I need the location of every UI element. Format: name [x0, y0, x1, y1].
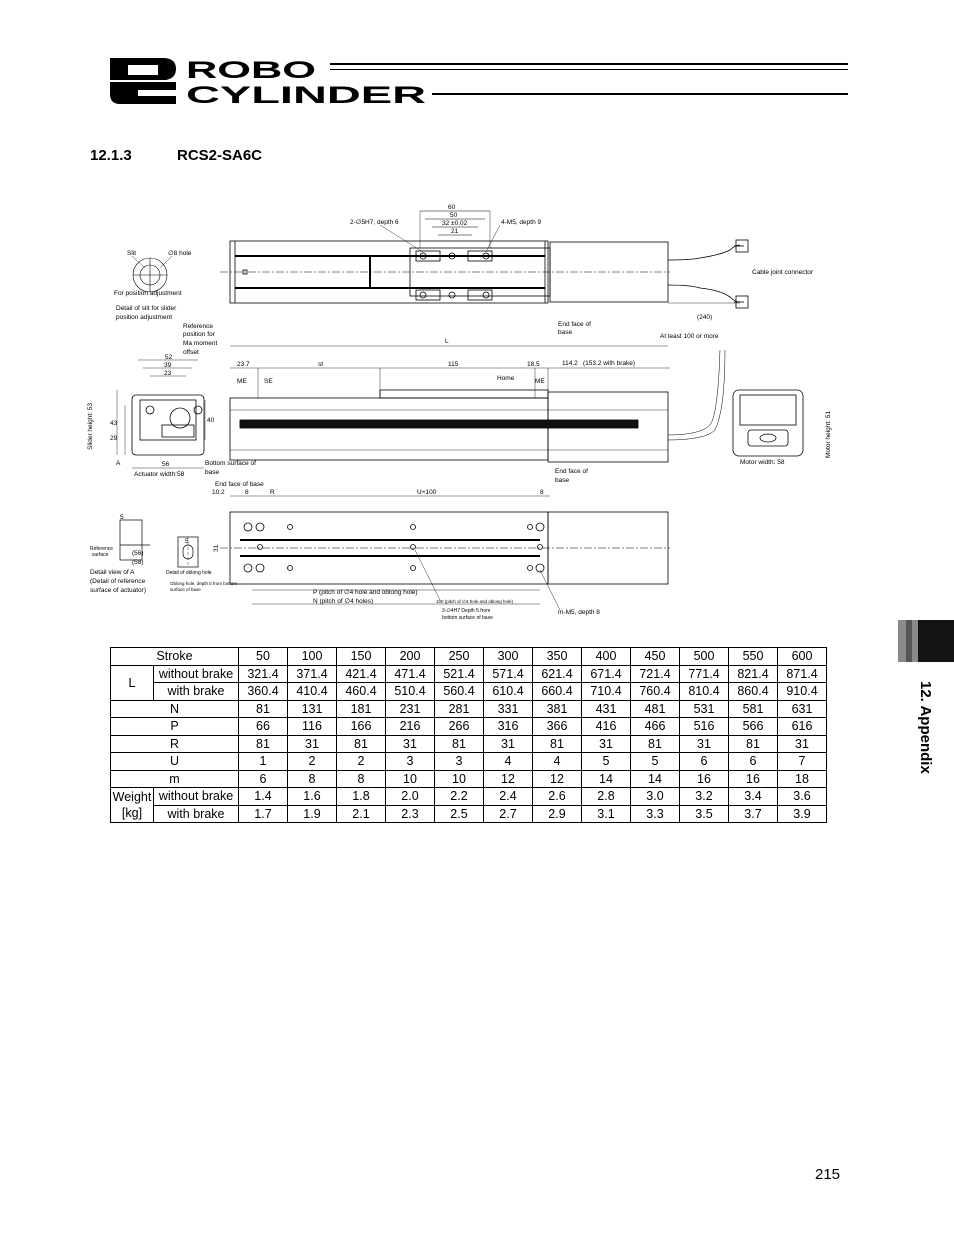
- row-sublabel: with brake: [154, 805, 239, 823]
- table-cell: 18: [778, 770, 827, 788]
- dim-43: 43: [110, 420, 118, 427]
- table-cell: 566: [729, 718, 778, 736]
- label-end-face-4: base: [555, 477, 570, 484]
- table-cell: 631: [778, 700, 827, 718]
- table-cell: 2.1: [337, 805, 386, 823]
- table-cell: 216: [386, 718, 435, 736]
- label-pitch-n: N (pitch of ∅4 holes): [313, 598, 374, 605]
- row-sublabel: with brake: [154, 683, 239, 701]
- table-cell: 2.5: [435, 805, 484, 823]
- table-cell: 360.4: [239, 683, 288, 701]
- label-pitch-p: P (pitch of ∅4 hole and oblong hole): [313, 589, 418, 596]
- label-ref-pos-3: Ma moment: [183, 340, 218, 347]
- table-cell: 460.4: [337, 683, 386, 701]
- row-label: R: [111, 735, 239, 753]
- table-cell: 6: [680, 753, 729, 771]
- table-cell: 16: [729, 770, 778, 788]
- table-cell: 3.2: [680, 788, 729, 806]
- dim-114-2: 114.2: [562, 360, 578, 367]
- dim-115: 115: [448, 361, 459, 368]
- table-cell: 6: [729, 753, 778, 771]
- table-cell: 81: [729, 735, 778, 753]
- label-detail-a-1: Detail view of A: [90, 569, 135, 576]
- table-cell: 431: [582, 700, 631, 718]
- table-cell: 31: [288, 735, 337, 753]
- label-end-face-base: End face of base: [215, 481, 264, 488]
- table-cell: 381: [533, 700, 582, 718]
- table-cell: 31: [582, 735, 631, 753]
- table-row: [111, 788, 827, 806]
- table-cell: 500: [680, 648, 729, 666]
- table-cell: 1.6: [288, 788, 337, 806]
- section-number: 12.1.3: [90, 147, 132, 164]
- dim-52: 52: [165, 354, 173, 361]
- header-rule-top: [330, 63, 848, 65]
- label-detail-a-2: (Detail of reference: [90, 578, 146, 585]
- table-cell: 2.0: [386, 788, 435, 806]
- table-row: [111, 770, 827, 788]
- label-tap-m5: 4-M5, depth 9: [501, 219, 542, 226]
- table-row: [111, 753, 827, 771]
- table-cell: 366: [533, 718, 582, 736]
- label-slider-height: Slider height: 53: [87, 403, 94, 450]
- dim-50: 50: [450, 212, 458, 219]
- table-cell: 8: [337, 770, 386, 788]
- label-with-brake-153: (153.2 with brake): [583, 360, 636, 367]
- table-row: [111, 700, 827, 718]
- table-cell: 181: [337, 700, 386, 718]
- label-h7-1: 3-∅4H7 Depth 5 from: [442, 608, 491, 614]
- table-cell: 10: [435, 770, 484, 788]
- table-cell: 100: [288, 648, 337, 666]
- label-end-face-3: End face of: [555, 468, 588, 475]
- table-cell: 771.4: [680, 665, 729, 683]
- label-detail-a-3: surface of actuator): [90, 587, 146, 594]
- table-cell: 2: [337, 753, 386, 771]
- table-cell: 810.4: [680, 683, 729, 701]
- table-cell: 116: [288, 718, 337, 736]
- table-cell: 10: [386, 770, 435, 788]
- table-cell: 1.8: [337, 788, 386, 806]
- table-cell: 400: [582, 648, 631, 666]
- table-cell: 331: [484, 700, 533, 718]
- table-cell: 1.9: [288, 805, 337, 823]
- weight-label: Weight: [112, 790, 152, 804]
- table-cell: 616: [778, 718, 827, 736]
- dim-31: 31: [213, 544, 220, 552]
- table-cell: 8: [288, 770, 337, 788]
- table-cell: 2.9: [533, 805, 582, 823]
- side-tab-gray-dark: [906, 620, 912, 662]
- table-row-stroke: [111, 648, 827, 666]
- row-sublabel: without brake: [154, 788, 239, 806]
- table-cell: 3.7: [729, 805, 778, 823]
- row-label: N: [111, 700, 239, 718]
- table-cell: 3.1: [582, 805, 631, 823]
- table-cell: 600: [778, 648, 827, 666]
- table-cell: 3: [386, 753, 435, 771]
- front-view: [117, 360, 205, 468]
- table-cell: 231: [386, 700, 435, 718]
- section-title: RCS2-SA6C: [177, 147, 263, 164]
- label-slit-detail-1: Detail of slit for slider: [116, 305, 177, 312]
- label-me-left: ME: [237, 378, 247, 385]
- row-label: m: [111, 770, 239, 788]
- table-cell: 150: [337, 648, 386, 666]
- table-cell: 581: [729, 700, 778, 718]
- table-cell: 510.4: [386, 683, 435, 701]
- label-motor-width: Motor width: 58: [740, 459, 785, 466]
- table-cell: 3.0: [631, 788, 680, 806]
- table-cell: 14: [631, 770, 680, 788]
- table-cell: 14: [582, 770, 631, 788]
- table-cell: 3.6: [778, 788, 827, 806]
- table-cell: 281: [435, 700, 484, 718]
- brand-line1: ROBO: [186, 57, 316, 84]
- label-cable-joint: Cable joint connector: [752, 269, 814, 276]
- table-cell: 2.2: [435, 788, 484, 806]
- label-motor-height: Motor height: 51: [825, 411, 832, 458]
- table-cell: 5: [582, 753, 631, 771]
- table-cell: 321.4: [239, 665, 288, 683]
- label-oblong-depth-1: Oblong hole, depth 5 from bottom: [170, 581, 238, 586]
- label-home: Home: [497, 375, 515, 382]
- table-cell: 81: [631, 735, 680, 753]
- table-cell: 12: [533, 770, 582, 788]
- table-cell: 421.4: [337, 665, 386, 683]
- label-ref-surface-1: Reference: [90, 546, 114, 552]
- table-cell: 7: [778, 753, 827, 771]
- table-cell: 2: [288, 753, 337, 771]
- table-cell: 481: [631, 700, 680, 718]
- row-label: P: [111, 718, 239, 736]
- dim-56p: (56): [132, 550, 144, 557]
- label-oblong-depth-2: surface of base: [170, 587, 201, 592]
- table-cell: 31: [778, 735, 827, 753]
- table-cell: 200: [386, 648, 435, 666]
- table-cell: 3: [435, 753, 484, 771]
- slit-detail: [132, 256, 172, 292]
- label-slit: Slit: [127, 250, 137, 257]
- row-label-weight: [111, 788, 154, 823]
- table-cell: 66: [239, 718, 288, 736]
- table-cell: 300: [484, 648, 533, 666]
- label-m-m5: m-M5, depth 8: [558, 609, 600, 616]
- table-cell: 710.4: [582, 683, 631, 701]
- dim-5b: 5: [185, 538, 189, 545]
- table-cell: 2.3: [386, 805, 435, 823]
- table-cell: 6: [239, 770, 288, 788]
- motor-end-view: [733, 390, 803, 456]
- table-row: [111, 735, 827, 753]
- table-row: [111, 683, 827, 701]
- table-cell: 471.4: [386, 665, 435, 683]
- brand-line2: CYLINDER: [186, 82, 426, 106]
- table-row: [111, 718, 827, 736]
- dim-st: st: [318, 361, 324, 368]
- label-slit-detail-2: position adjustment: [116, 314, 173, 321]
- table-cell: 871.4: [778, 665, 827, 683]
- table-cell: 560.4: [435, 683, 484, 701]
- label-ref-surface-2: surface: [92, 552, 109, 558]
- spec-table: [110, 647, 827, 823]
- table-row: [111, 665, 827, 683]
- table-cell: 450: [631, 648, 680, 666]
- stroke-header: Stroke: [111, 648, 239, 666]
- label-at-least: At least 100 or more: [660, 333, 719, 340]
- label-oblong-detail: Detail of oblong hole: [166, 570, 212, 576]
- label-ref-pos-1: Reference: [183, 323, 213, 330]
- table-cell: 610.4: [484, 683, 533, 701]
- dim-23: 23: [164, 370, 172, 377]
- label-hole-8: ∅8 hole: [168, 250, 192, 257]
- dim-58p: (58): [132, 559, 144, 566]
- table-cell: 5: [631, 753, 680, 771]
- table-cell: 316: [484, 718, 533, 736]
- label-position-adjust: For position adjustment: [114, 290, 182, 297]
- table-cell: 81: [239, 735, 288, 753]
- table-cell: 50: [239, 648, 288, 666]
- label-bottom-surface-2: base: [205, 469, 220, 476]
- dim-18-5: 18.5: [527, 361, 540, 368]
- table-cell: 416: [582, 718, 631, 736]
- table-cell: 3.9: [778, 805, 827, 823]
- dim-8b: 8: [540, 489, 544, 496]
- table-row: [111, 805, 827, 823]
- table-cell: 660.4: [533, 683, 582, 701]
- row-label: U: [111, 753, 239, 771]
- table-cell: 31: [484, 735, 533, 753]
- table-cell: 350: [533, 648, 582, 666]
- dim-8a: 8: [245, 489, 249, 496]
- side-view: [230, 346, 725, 462]
- label-se: SE: [264, 378, 273, 385]
- table-cell: 2.8: [582, 788, 631, 806]
- table-cell: 671.4: [582, 665, 631, 683]
- dim-u100: U×100: [417, 489, 437, 496]
- table-cell: 166: [337, 718, 386, 736]
- table-cell: 821.4: [729, 665, 778, 683]
- dimension-drawing: [80, 200, 840, 630]
- table-cell: 4: [533, 753, 582, 771]
- table-cell: 910.4: [778, 683, 827, 701]
- dim-29: 29: [110, 435, 118, 442]
- label-a: A: [116, 460, 121, 467]
- table-cell: 521.4: [435, 665, 484, 683]
- weight-unit: [kg]: [121, 806, 143, 820]
- header-rule-upper-thin: [330, 69, 848, 70]
- table-cell: 516: [680, 718, 729, 736]
- table-cell: 16: [680, 770, 729, 788]
- table-cell: 1: [239, 753, 288, 771]
- table-cell: 371.4: [288, 665, 337, 683]
- table-cell: 2.6: [533, 788, 582, 806]
- side-view-body: [230, 398, 548, 460]
- table-cell: 31: [386, 735, 435, 753]
- dim-r: R: [270, 489, 275, 496]
- table-cell: 4: [484, 753, 533, 771]
- dim-56: 56: [162, 461, 170, 468]
- table-cell: 3.5: [680, 805, 729, 823]
- dim-10-2: 10.2: [212, 489, 225, 496]
- dim-40: 40: [207, 417, 215, 424]
- side-tab-label: 12. Appendix: [917, 681, 934, 774]
- table-cell: 1.7: [239, 805, 288, 823]
- table-cell: 571.4: [484, 665, 533, 683]
- table-cell: 250: [435, 648, 484, 666]
- table-cell: 760.4: [631, 683, 680, 701]
- rc-mark-icon: [108, 58, 178, 104]
- table-cell: 12: [484, 770, 533, 788]
- label-pin-hole: 2-∅5H7, depth 6: [350, 219, 399, 226]
- table-cell: 550: [729, 648, 778, 666]
- table-cell: 1.4: [239, 788, 288, 806]
- dim-23-7: 23.7: [237, 361, 250, 368]
- label-pitch-100: 100 (pitch of ∅4 hole and oblong hole): [436, 599, 513, 604]
- table-cell: 81: [337, 735, 386, 753]
- table-cell: 621.4: [533, 665, 582, 683]
- dim-32: 32 ±0.02: [442, 220, 468, 227]
- table-cell: 3.4: [729, 788, 778, 806]
- label-bottom-surface-1: Bottom surface of: [205, 460, 256, 467]
- table-cell: 410.4: [288, 683, 337, 701]
- dim-240: (240): [697, 314, 713, 321]
- label-ref-pos-2: position for: [183, 331, 215, 338]
- page-number: 215: [815, 1166, 841, 1183]
- side-tab-black: [918, 620, 954, 662]
- table-cell: 2.7: [484, 805, 533, 823]
- table-cell: 81: [239, 700, 288, 718]
- label-actuator-width: Actuator width:58: [134, 471, 185, 478]
- table-cell: 81: [533, 735, 582, 753]
- table-cell: 531: [680, 700, 729, 718]
- header-rule-bottom: [432, 93, 848, 95]
- dim-39: 39: [164, 362, 172, 369]
- table-cell: 721.4: [631, 665, 680, 683]
- dim-60: 60: [448, 204, 456, 211]
- row-sublabel: without brake: [154, 665, 239, 683]
- table-cell: 81: [435, 735, 484, 753]
- dim-5: 5: [120, 514, 124, 521]
- label-ref-pos-4: offset: [183, 349, 199, 356]
- table-cell: 266: [435, 718, 484, 736]
- table-cell: 860.4: [729, 683, 778, 701]
- label-end-face-1: End face of: [558, 321, 591, 328]
- table-cell: 131: [288, 700, 337, 718]
- label-me-right: ME: [535, 378, 545, 385]
- dim-L: L: [445, 338, 449, 345]
- table-cell: 2.4: [484, 788, 533, 806]
- table-cell: 466: [631, 718, 680, 736]
- dim-21: 21: [451, 228, 459, 235]
- label-h7-2: bottom surface of base: [442, 615, 493, 621]
- label-end-face-2: base: [558, 329, 573, 336]
- bottom-view: [220, 496, 670, 610]
- top-view: [220, 211, 748, 308]
- table-cell: 31: [680, 735, 729, 753]
- row-label-l: L: [111, 665, 154, 700]
- table-cell: 3.3: [631, 805, 680, 823]
